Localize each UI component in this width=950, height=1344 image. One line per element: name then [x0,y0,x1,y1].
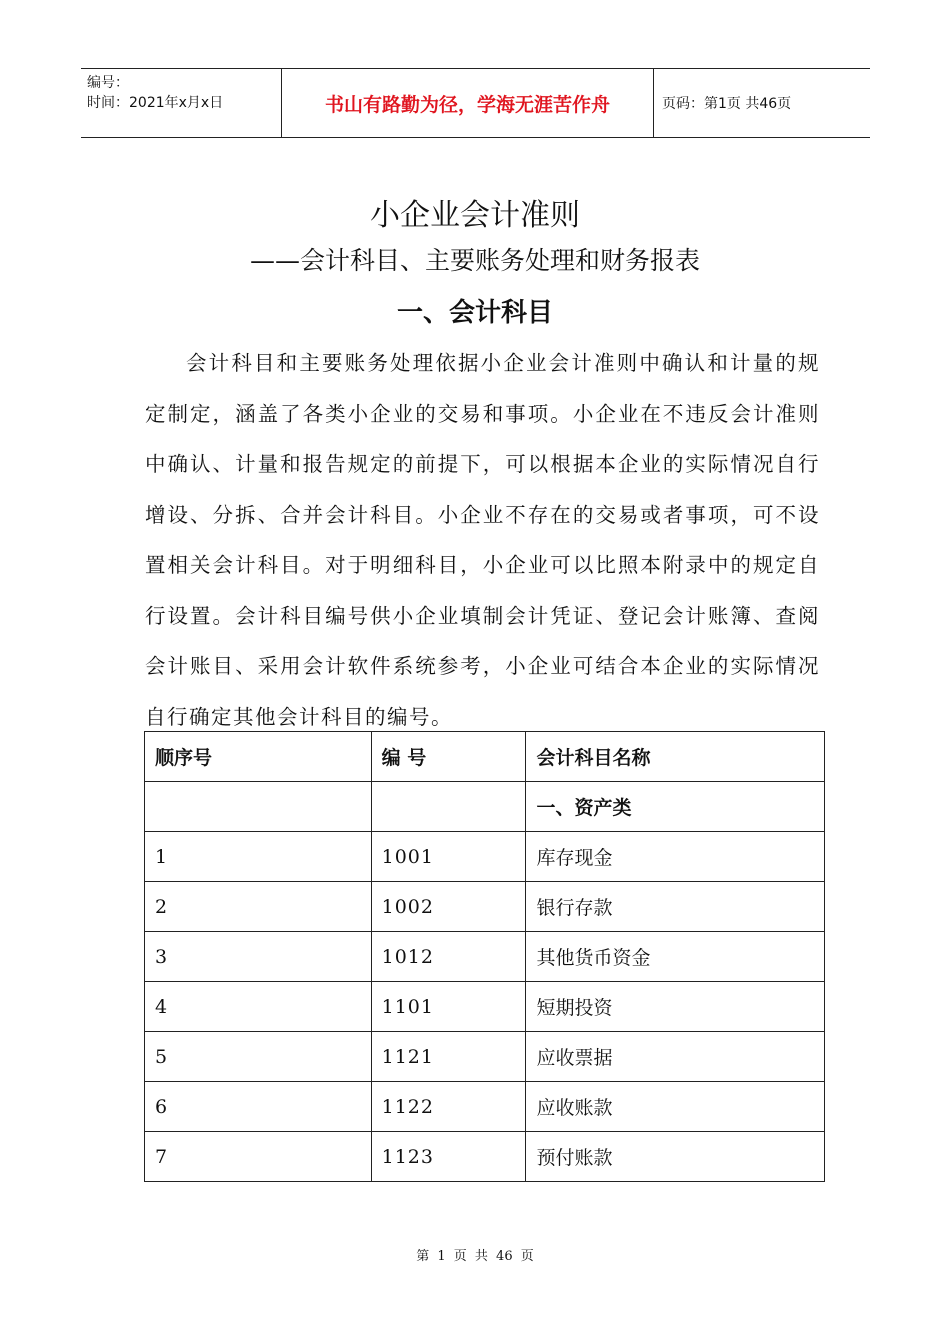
row-name: 应收账款 [526,1082,825,1132]
header-code: 编 号 [371,732,526,782]
header-motto: 书山有路勤为径，学海无涯苦作舟 [281,69,654,137]
row-code: 1122 [371,1082,526,1132]
row-seq: 2 [145,882,372,932]
table-row [145,982,825,1032]
category-code-cell [371,782,526,832]
table-category-row [145,782,825,832]
doc-number-label: 编号： [87,75,129,91]
row-seq: 5 [145,1032,372,1082]
row-name: 应收票据 [526,1032,825,1082]
row-name: 预付账款 [526,1132,825,1182]
header-seq: 顺序号 [145,732,372,782]
row-code: 1001 [371,832,526,882]
row-name: 银行存款 [526,882,825,932]
row-seq: 3 [145,932,372,982]
header-name: 会计科目名称 [526,732,825,782]
row-name: 库存现金 [526,832,825,882]
table-row [145,1082,825,1132]
doc-title: 小企业会计准则 [370,198,580,233]
row-code: 1101 [371,982,526,1032]
page-footer: 第 1 页 共 46 页 [416,1249,534,1264]
row-seq: 4 [145,982,372,1032]
row-code: 1121 [371,1032,526,1082]
doc-time-label: 时间：2021年x月x日 [87,95,224,111]
section-heading: 一、会计科目 [396,298,553,328]
table-row [145,1132,825,1182]
page-header [81,68,870,138]
row-name: 其他货币资金 [526,932,825,982]
row-seq: 6 [145,1082,372,1132]
header-page-info: 页码：第1页 共46页 [662,96,792,112]
doc-subtitle: ——会计科目、主要账务处理和财务报表 [249,246,700,275]
table-row [145,882,825,932]
row-seq: 7 [145,1132,372,1182]
table-row [145,932,825,982]
row-code: 1012 [371,932,526,982]
table-header-row [145,732,825,782]
intro-paragraph: 会计科目和主要账务处理依据小企业会计准则中确认和计量的规定制定，涵盖了各类小企业的交易和事项。小企业在不违反会计准则中确认、计量和报告规定的前提下，可以根据本企业的实际情况自行增设、分拆、合并会计科目。小企业不存在的交易或者事项，可不设置相关会计科目。对于明细科目，小企业可以比照本附录中的规定自行设置。会计科目编号供小企业填制会计凭证、登记会计账簿、查阅会计账目、采用会计软件系统参考，小企业可结合本企业的实际情况自行确定其他会计科目的编号。 [145,351,820,729]
row-name: 短期投资 [526,982,825,1032]
category-seq-cell [145,782,372,832]
row-code: 1002 [371,882,526,932]
header-meta [81,69,281,137]
row-code: 1123 [371,1132,526,1182]
table-row [145,832,825,882]
table-row [145,1032,825,1082]
account-subjects-table [144,731,825,1182]
category-name: 一、资产类 [526,782,825,832]
row-seq: 1 [145,832,372,882]
